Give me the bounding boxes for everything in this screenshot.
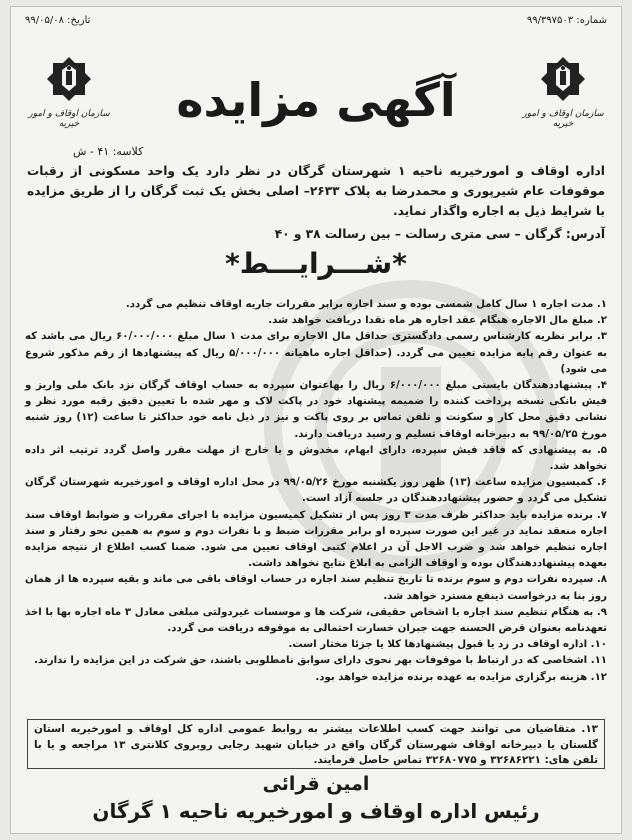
intro-paragraph: اداره اوقاف و امورخیریه ناحیه ۱ شهرستان گرگان در نظر دارد یک واحد مسکونی از رقبات موقوفات عام شیرپوری و محمدرضا به پلاک ۲۶۳۳– اصلی بخش یک ثبت گرگان را از طریق مزایده با شرایط ذیل به اجاره واگذار نماید. bbox=[27, 164, 606, 218]
property-address: آدرس: گرگان – سی متری رسالت – بین رسالت ۳۸ و ۴۰ bbox=[274, 227, 605, 241]
condition-item: ۴. پیشنهاددهندگان بایستی مبلغ ۶/۰۰۰/۰۰۰ ریال را بهاعنوان سپرده به حساب اوقاف گرگان نزد بانک ملی واریز و فیش بانکی نسخه پرداخت کننده را ضمیمه پیشنهاد خود در پاکت لاک و مهر شده با تعیین دقیق رقبه مورد نظر و نشانی دقیق محل کار و سکونت و تلفن تماس بر روی پاکت و نیز در ذیل نامه خود حداکثر تا ساعت (۱۲) روز شنبه مورخ ۹۹/۰۵/۲۵ به دبیرخانه اوقاف تسلیم و رسید دریافت دارند. bbox=[25, 380, 607, 440]
condition-item: ۲. مبلغ مال الاجاره هنگام عقد اجاره هر ماه نقدا دریافت خواهد شد. bbox=[268, 315, 607, 327]
case-number: کلاسه: ۴۱ - ش bbox=[73, 145, 144, 158]
condition-item: ۱۱. اشخاصی که در ارتباط با موقوفات بهر نحوی دارای سوابق نامطلوبی باشند، حق شرکت در این مزایده را ندارند. bbox=[34, 655, 607, 667]
page-title: آگهی مزایده bbox=[176, 73, 456, 127]
condition-item: ۱. مدت اجاره ۱ سال کامل شمسی بوده و سند اجاره برابر مقررات جاریه اوقاف تنظیم می گردد. bbox=[125, 299, 607, 310]
condition-item: ۵. به پیشنهادی که فاقد فیش سپرده، دارای ابهام، مخدوش و یا خارج از مهلت مقرر واصل گردد ترتیب اثر داده نخواهد شد. bbox=[25, 444, 607, 473]
header-line bbox=[25, 15, 607, 33]
condition-item: ۸. سپرده نفرات دوم و سوم برنده تا تاریخ تنظیم سند اجاره در حساب اوقاف باقی می ماند و بقیه سپرده ها از همان روز بنا به درخواست ذینفع مسترد خواهد شد. bbox=[25, 574, 607, 602]
condition-item: ۳. برابر نظریه کارشناس رسمی دادگستری حداقل مال الاجاره برای مدت ۱ سال مبلغ ۶۰/۰۰۰/۰۰۰ ریال می باشد که به عنوان رقم پایه مزایده تعیین می گردد. (حداقل اجاره ماهیانه ۵/۰۰۰/۰۰۰ ریال که پیشنهادها از رقم مذکور شروع می شود) bbox=[25, 331, 608, 375]
conditions-list bbox=[25, 297, 607, 686]
condition-item: ۶. کمیسیون مزایده ساعت (۱۳) ظهر روز یکشنبه مورخ ۹۹/۰۵/۲۶ در محل اداره اوقاف و امورخیریه شهرستان گرگان تشکیل می گردد و حضور پیشنهاددهندگان در جلسه آزاد است. bbox=[25, 477, 607, 505]
notice-date: تاریخ: ۹۹/۰۵/۰۸ bbox=[25, 15, 91, 26]
awqaf-emblem-icon bbox=[45, 55, 93, 103]
notice-page bbox=[10, 6, 622, 834]
awqaf-logo-right bbox=[517, 55, 609, 129]
conditions-heading: *شـــرایـــط* bbox=[225, 247, 407, 280]
awqaf-logo-left bbox=[23, 55, 115, 129]
signatory-title: رئیس اداره اوقاف و امورخیریه ناحیه ۱ گرگان bbox=[92, 799, 540, 823]
condition-item: ۱۰. اداره اوقاف در رد یا قبول پیشنهادها کلا یا جزئا مختار است. bbox=[288, 639, 607, 651]
signatory-name: امین قرائی bbox=[262, 773, 370, 795]
condition-item: ۱۲. هزینه برگزاری مزایده به عهده برنده مزایده خواهد بود. bbox=[315, 671, 607, 683]
logo-caption: سازمان اوقاف و امور خیریه bbox=[28, 109, 110, 129]
notice-number: شماره: ۹۹/۳۹۷۵۰۳ bbox=[526, 15, 607, 26]
logo-caption: سازمان اوقاف و امور خیریه bbox=[522, 109, 604, 129]
condition-item: ۹. به هنگام تنظیم سند اجاره با اشخاص حقیقی، شرکت ها و موسسات غیردولتی مبلغی معادل ۳ ماه اجاره بها با اخذ تعهدنامه بعنوان قرض الحسنه جهت جبران خسارت احتمالی به موقوفه دریافت می گردد. bbox=[25, 606, 607, 635]
condition-item: ۷. برنده مزایده باید حداکثر ظرف مدت ۳ روز پس از تشکیل کمیسیون مزایده با اجرای مقررات و ضوابط اوقاف سند اجاره منعقد نماید در غیر این صورت سپرده او برابر مقررات ضبط و با نفرات دوم و سوم به همین نحو رفتار و سند اجاره تنظیم خواهد شد و ضرب الاجل آن در اعلام کتبی اوقاف تعیین می شود. ضمنا کسب اطلاع از نتیجه مزایده بعهده پیشنهاددهندگان بوده و اوقاف الزامی به ابلاغ نتایج نخواهد داشت. bbox=[25, 509, 608, 570]
awqaf-emblem-icon bbox=[539, 55, 587, 103]
contact-info-box: ۱۳. متقاضیان می توانند جهت کسب اطلاعات بیشتر به روابط عمومی اداره کل اوقاف و امورخیریه استان گلستان یا دبیرخانه اوقاف شهرستان گرگان واقع در خیابان شهید رجایی روبروی کلانتری ۱۳ مراجعه و یا با تلفن های: ۳۲۶۸۶۲۲۱ و ۳۲۶۸۰۷۷۵ تماس حاصل فرمایند. bbox=[27, 719, 605, 769]
